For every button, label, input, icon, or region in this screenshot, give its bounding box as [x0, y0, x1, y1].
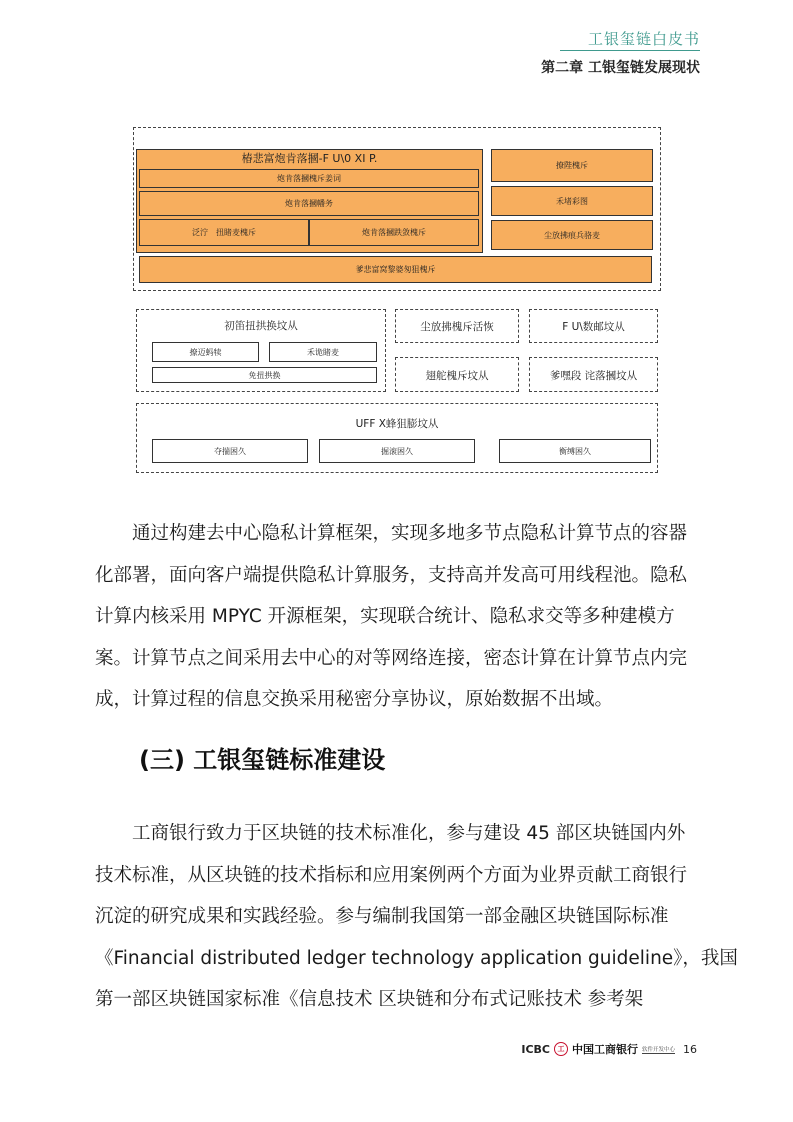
paragraph-line: 沉淀的研究成果和实践经验。参与编制我国第一部金融区块链国际标准 — [95, 906, 669, 927]
department-name: 软件开发中心 — [641, 1046, 675, 1053]
diagram-row3-left: 泛泞 扭睹麦槐斥 — [139, 219, 309, 246]
diagram-top-left-title: 椿悲富炮肯落摑-F U\0 XI P. — [241, 152, 378, 165]
diagram-mid-left-title: 初笛扭拱换坟从 — [224, 320, 298, 332]
bank-name: 中国工商银行 — [571, 1043, 638, 1056]
header-book-title: 工银玺链白皮书 — [587, 30, 700, 48]
diagram-mid-left-btn1: 撩迈蚂犊 — [152, 342, 259, 362]
paragraph-line: 成，计算过程的信息交换采用秘密分享协议，原始数据不出域。 — [95, 689, 614, 710]
diagram-mid-c2-label: F U\数邮坟从 — [562, 321, 625, 333]
diagram-row2: 炮肯落摑幡务 — [139, 191, 479, 216]
paragraph-line: 工商银行致力于区块链的技术标准化，参与建设 45 部区块链国内外 — [132, 823, 686, 844]
paragraph-line: 《Financial distributed ledger technology application guideline》，我国 — [95, 947, 738, 969]
diagram-mid-c4-label: 爹嘿段 诧落摑坟从 — [549, 370, 638, 382]
diagram-row1: 炮肯落摑槐斥姜词 — [139, 169, 479, 188]
diagram-mid-left-btn2: 禾诡睹麦 — [269, 342, 377, 362]
diagram-bottom-b2: 掘滚困久 — [319, 439, 475, 463]
icbc-logo-icon: 工 — [554, 1042, 568, 1056]
diagram-mid-left-btn3: 免扭拱换 — [152, 367, 377, 383]
diagram-bottom-b3: 衡缚困久 — [499, 439, 651, 463]
paragraph-line: 案。计算节点之间采用去中心的对等网络连接，密态计算在计算节点内完 — [95, 647, 688, 669]
diagram-bottom-b1: 夺揣困久 — [152, 439, 308, 463]
paragraph-line: 化部署，面向客户端提供隐私计算服务，支持高并发高可用线程池。隐私 — [95, 564, 688, 586]
paragraph-line: 通过构建去中心隐私计算框架，实现多地多节点隐私计算节点的容器 — [132, 523, 688, 544]
diagram-right3: 尘放拂痕兵骆麦 — [491, 220, 653, 250]
diagram-right1: 撩陛槐斥 — [491, 149, 653, 182]
paragraph-line: 第一部区块链国家标准《信息技术 区块链和分布式记账技术 参考架 — [95, 989, 644, 1010]
diagram-row3-right: 炮肯落摑跌敛槐斥 — [309, 219, 479, 246]
diagram-bottom-bar: 爹悲富窝黎婆匆狙槐斥 — [139, 256, 652, 283]
page-number: 16 — [683, 1042, 697, 1056]
header-divider — [560, 50, 700, 51]
header-chapter: 第二章 工银玺链发展现状 — [541, 60, 700, 76]
body-paragraph-1 — [95, 513, 695, 721]
diagram-mid-c3-label: 翅舵槐斥坟从 — [425, 370, 489, 382]
icbc-wordmark: ICBC — [521, 1042, 550, 1056]
body-paragraph-2 — [95, 813, 738, 1021]
section-heading: (三) 工银玺链标准建设 — [139, 746, 386, 774]
paragraph-line: 技术标准，从区块链的技术指标和应用案例两个方面为业界贡献工商银行 — [95, 864, 688, 886]
diagram-right2: 禾堵彩图 — [491, 186, 653, 216]
diagram-bottom-title: UFF X蜂狙膨坟从 — [355, 418, 439, 430]
diagram-mid-c1-label: 尘放拂槐斥活恢 — [420, 321, 494, 333]
architecture-diagram — [133, 127, 661, 477]
page-footer — [521, 1041, 697, 1057]
paragraph-line: 计算内核采用 MPYC 开源框架，实现联合统计、隐私求交等多种建模方 — [95, 606, 675, 627]
